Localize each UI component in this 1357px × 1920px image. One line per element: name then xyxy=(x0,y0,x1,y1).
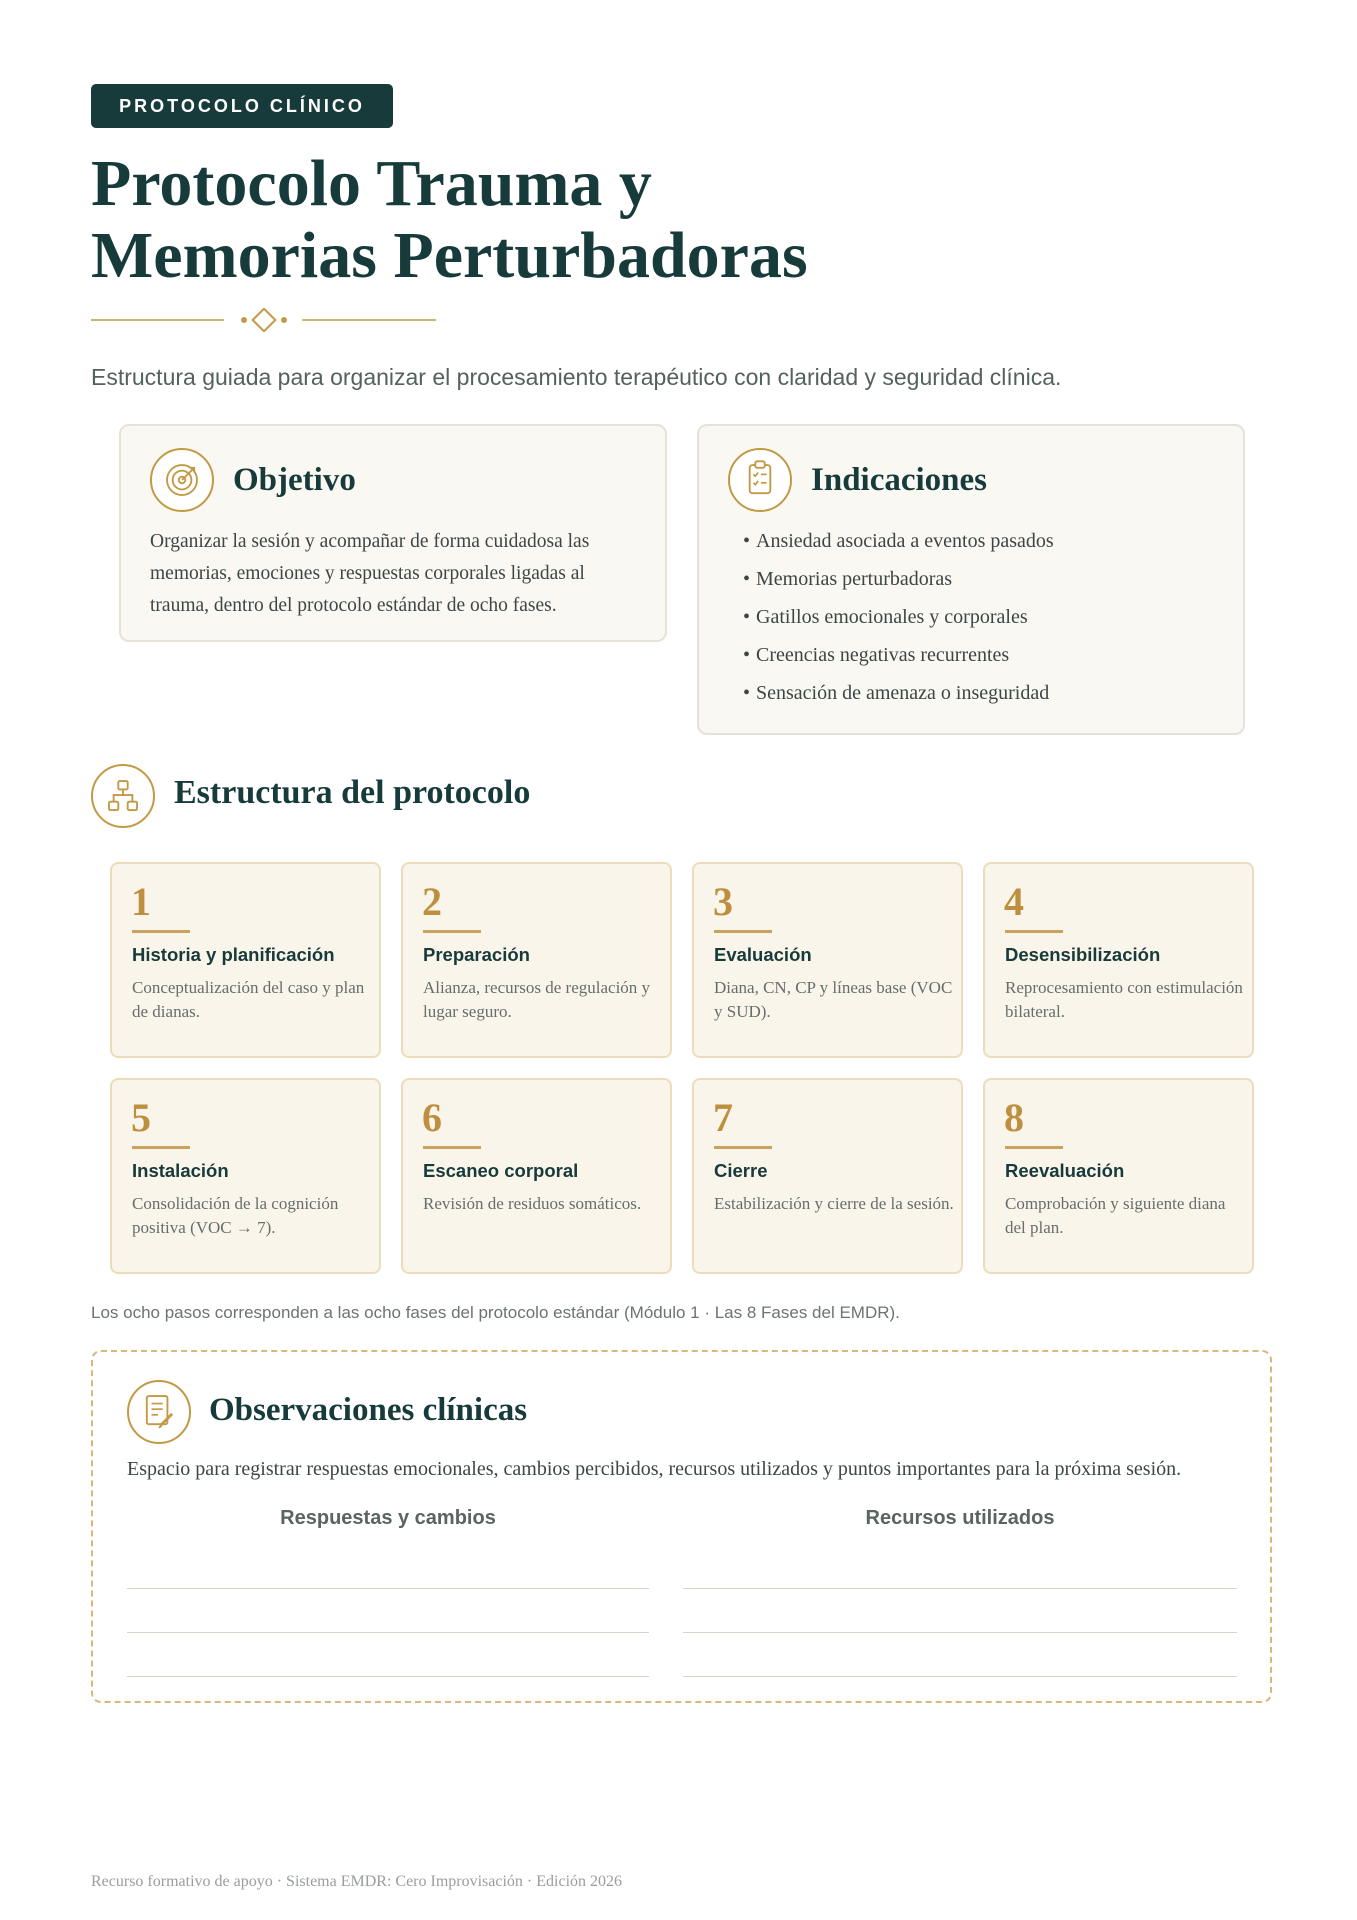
list-item: • Gatillos emocionales y corporales xyxy=(743,598,1054,636)
step-number: 3 xyxy=(713,879,733,924)
page-subtitle: Estructura guiada para organizar el procesamiento terapéutico con claridad y seguridad clínica. xyxy=(91,364,1062,390)
structure-footnote: Los ocho pasos corresponden a las ocho fases del protocolo estándar (Módulo 1 · Las 8 Fases del EMDR). xyxy=(91,1303,900,1322)
writing-line[interactable] xyxy=(127,1632,649,1633)
step-title: Cierre xyxy=(714,1160,768,1181)
step-card-6 xyxy=(401,1078,672,1274)
step-number: 6 xyxy=(422,1095,442,1140)
step-title: Preparación xyxy=(423,944,530,965)
column-heading-responses: Respuestas y cambios xyxy=(280,1507,496,1529)
indications-card xyxy=(697,424,1245,735)
observations-title: Observaciones clínicas xyxy=(209,1392,528,1428)
step-card-5 xyxy=(110,1078,381,1274)
step-underline xyxy=(714,930,772,933)
structure-title: Estructura del protocolo xyxy=(174,774,531,811)
notes-pencil-icon xyxy=(127,1380,191,1444)
step-number: 1 xyxy=(131,879,151,924)
title-line-2: Memorias Perturbadoras xyxy=(91,219,808,292)
step-description: Estabilización y cierre de la sesión. xyxy=(714,1194,954,1213)
list-item: • Sensación de amenaza o inseguridad xyxy=(743,674,1054,712)
step-card-3 xyxy=(692,862,963,1058)
step-card-2 xyxy=(401,862,672,1058)
indications-list xyxy=(743,522,1054,712)
step-card-4 xyxy=(983,862,1254,1058)
step-title: Escaneo corporal xyxy=(423,1160,579,1181)
writing-line[interactable] xyxy=(127,1676,649,1677)
step-description: Reprocesamiento con estimulación bilateral. xyxy=(1005,978,1243,1021)
step-description: Comprobación y siguiente diana del plan. xyxy=(1005,1194,1226,1237)
objective-card xyxy=(119,424,667,642)
step-underline xyxy=(1005,930,1063,933)
writing-line[interactable] xyxy=(683,1632,1237,1633)
step-underline xyxy=(1005,1146,1063,1149)
step-description: Diana, CN, CP y líneas base (VOC y SUD). xyxy=(714,978,953,1021)
hierarchy-icon xyxy=(91,764,155,828)
list-item: • Memorias perturbadoras xyxy=(743,560,1054,598)
step-underline xyxy=(714,1146,772,1149)
step-title: Instalación xyxy=(132,1160,229,1181)
column-heading-resources: Recursos utilizados xyxy=(865,1507,1055,1529)
step-description: Revisión de residuos somáticos. xyxy=(423,1194,642,1213)
protocol-badge: PROTOCOLO CLÍNICO xyxy=(91,84,393,128)
page-footer: Recurso formativo de apoyo · Sistema EMDR: Cero Improvisación · Edición 2026 xyxy=(91,1873,623,1890)
writing-line[interactable] xyxy=(127,1588,649,1589)
title-line-1: Protocolo Trauma y xyxy=(91,147,652,220)
list-item: • Ansiedad asociada a eventos pasados xyxy=(743,522,1054,560)
step-underline xyxy=(132,1146,190,1149)
step-number: 2 xyxy=(422,879,442,924)
step-card-7 xyxy=(692,1078,963,1274)
objective-title: Objetivo xyxy=(233,462,356,498)
divider-ornament xyxy=(91,308,436,332)
step-card-1 xyxy=(110,862,381,1058)
observations-box xyxy=(91,1350,1272,1703)
page-title xyxy=(91,148,991,292)
target-icon xyxy=(150,448,214,512)
list-item: • Creencias negativas recurrentes xyxy=(743,636,1054,674)
step-description: Conceptualización del caso y plan de dianas. xyxy=(132,978,365,1021)
step-title: Reevaluación xyxy=(1005,1160,1125,1181)
step-title: Evaluación xyxy=(714,944,812,965)
writing-line[interactable] xyxy=(683,1588,1237,1589)
step-underline xyxy=(423,1146,481,1149)
writing-line[interactable] xyxy=(683,1676,1237,1677)
step-underline xyxy=(132,930,190,933)
indications-title: Indicaciones xyxy=(811,462,988,498)
step-title: Desensibilización xyxy=(1005,944,1161,965)
step-description: Alianza, recursos de regulación y lugar seguro. xyxy=(423,978,651,1021)
clipboard-checklist-icon xyxy=(728,448,792,512)
step-number: 8 xyxy=(1004,1095,1024,1140)
step-title: Historia y planificación xyxy=(132,944,335,965)
step-number: 5 xyxy=(131,1095,151,1140)
step-number: 7 xyxy=(713,1095,733,1140)
step-number: 4 xyxy=(1004,879,1024,924)
step-underline xyxy=(423,930,481,933)
objective-text: Organizar la sesión y acompañar de forma cuidadosa las memorias, emociones y respuestas corporales ligadas al trauma, dentro del protocolo estándar de ocho fases. xyxy=(150,531,590,616)
step-card-8 xyxy=(983,1078,1254,1274)
step-description: Consolidación de la cognición positiva (VOC → 7). xyxy=(132,1194,339,1237)
observations-description: Espacio para registrar respuestas emocionales, cambios percibidos, recursos utilizados y puntos importantes para la próxima sesión. xyxy=(127,1458,1182,1480)
